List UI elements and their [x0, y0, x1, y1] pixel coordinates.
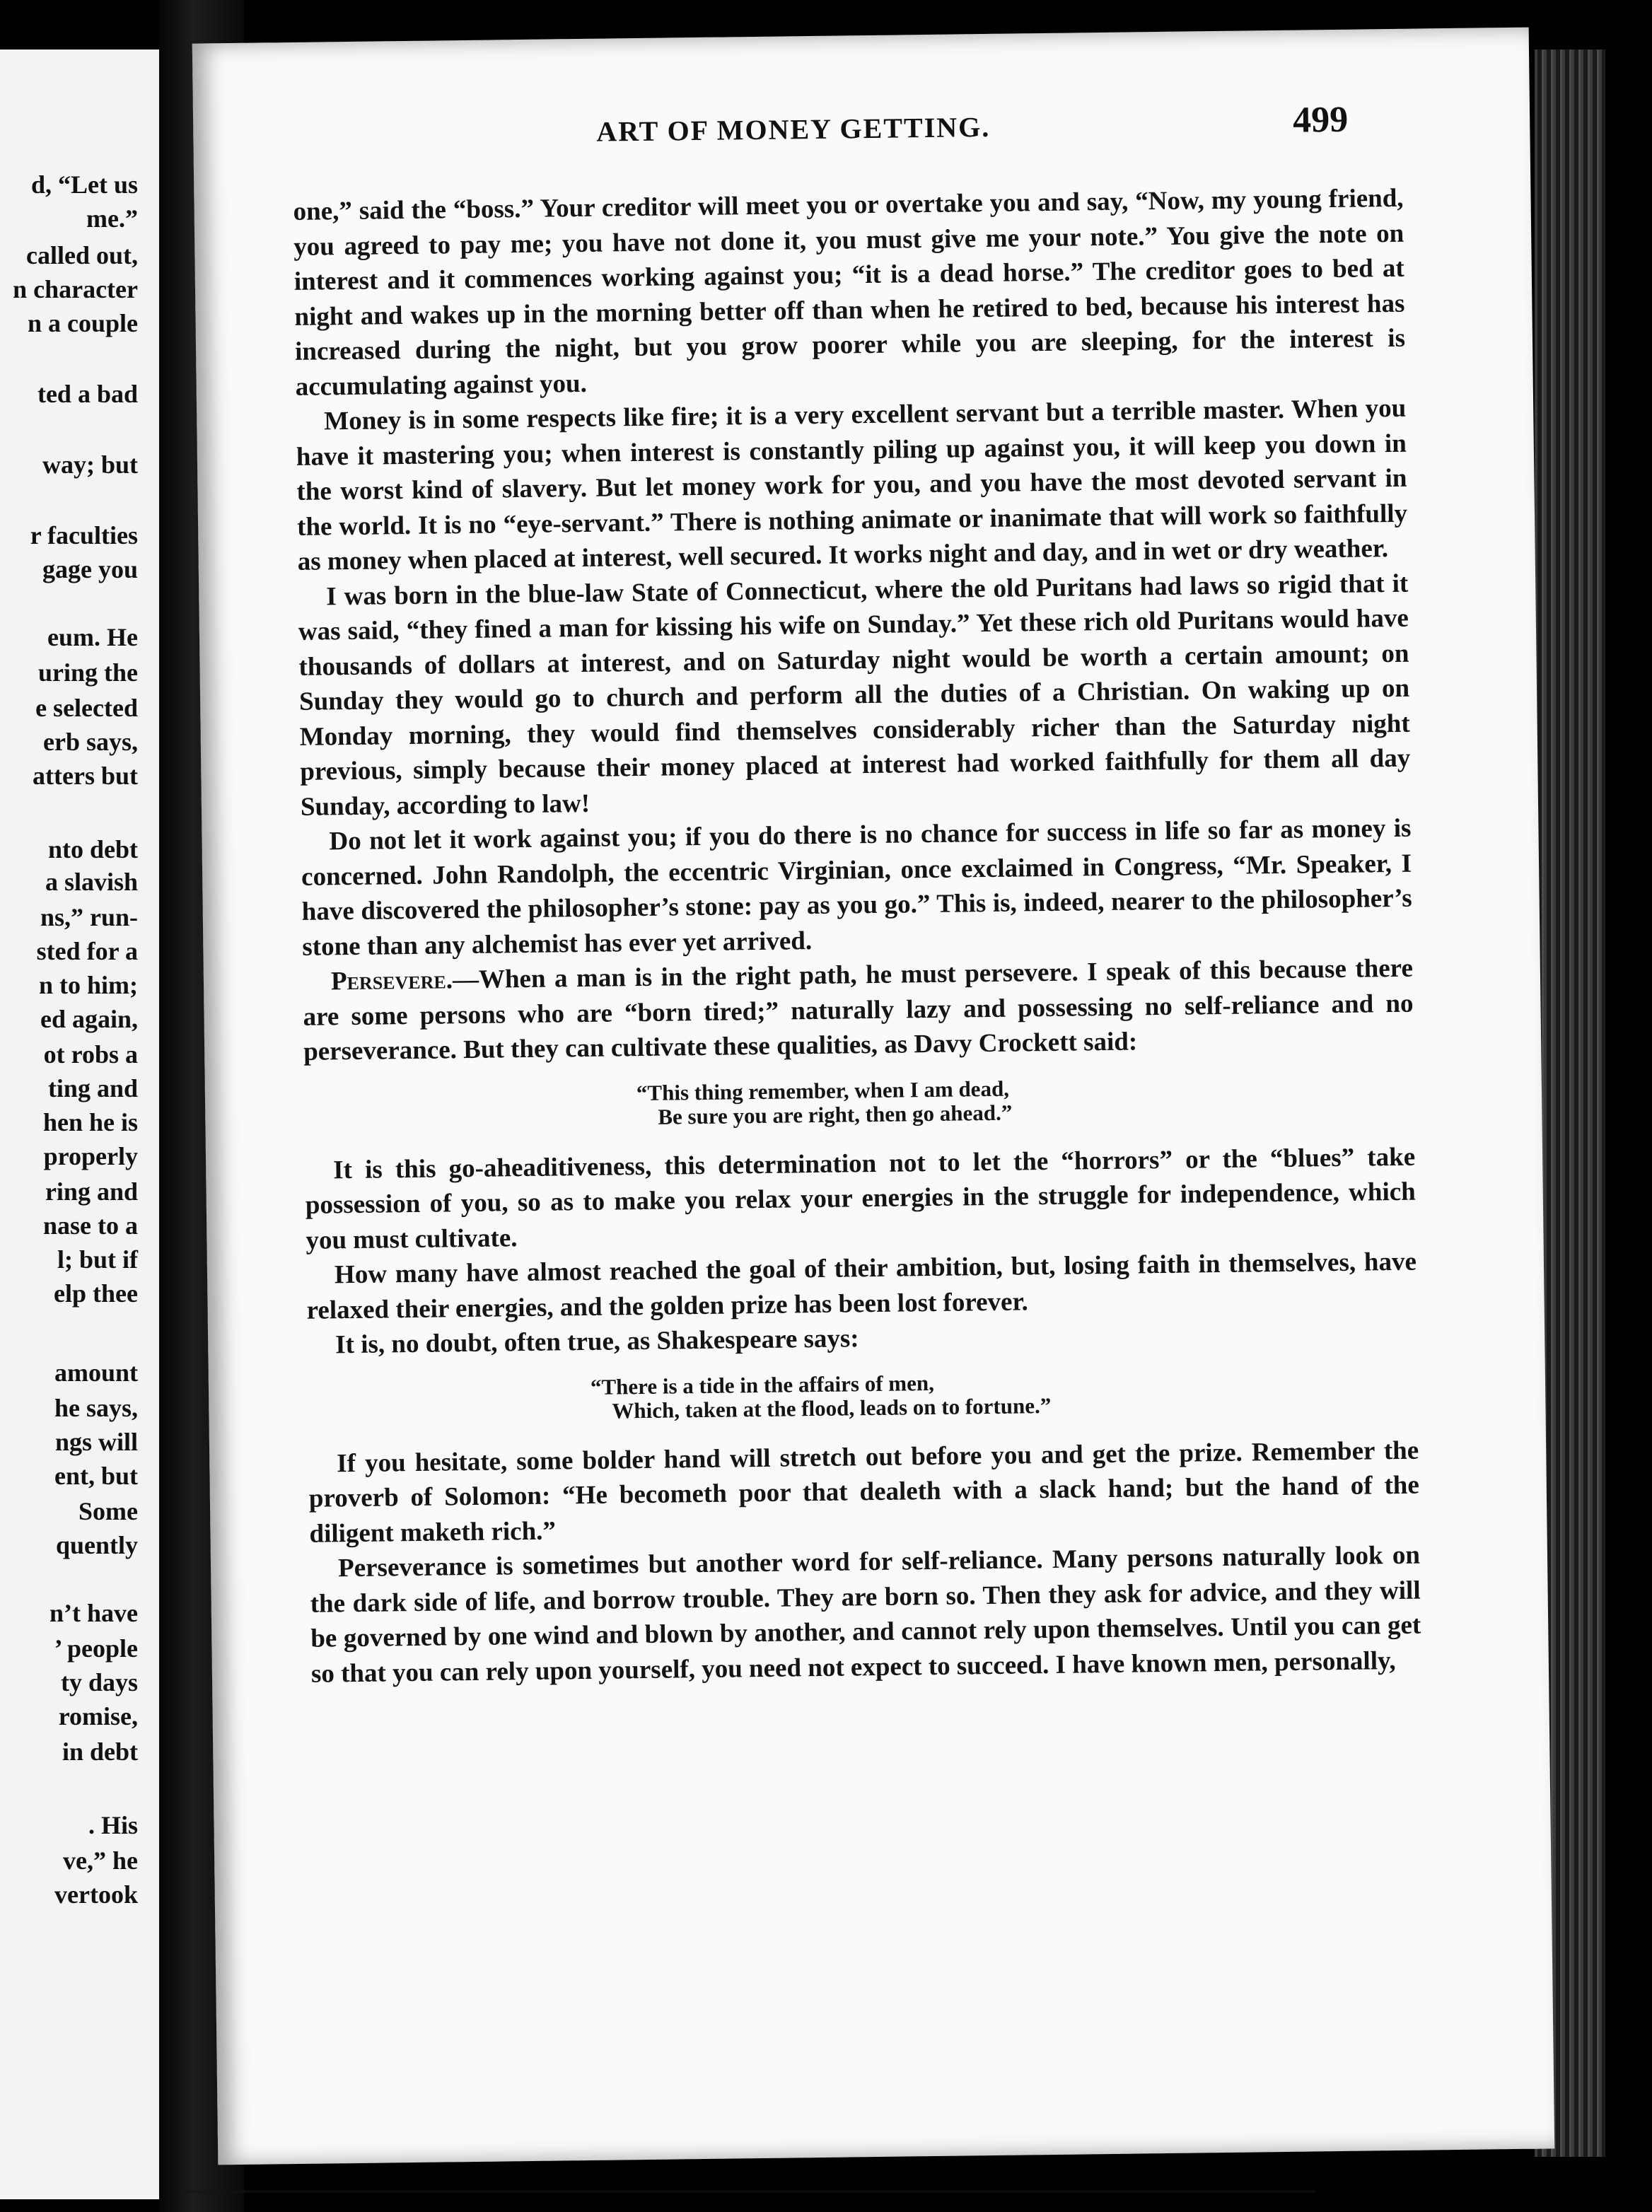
- facing-page-line: ring and: [45, 1177, 138, 1206]
- facing-page-line: amount: [54, 1358, 138, 1387]
- facing-page-line: n character: [13, 275, 138, 303]
- facing-page-line: ngs will: [54, 1428, 138, 1456]
- facing-page-line: ent, but: [54, 1462, 138, 1490]
- facing-page-line: ted a bad: [37, 380, 138, 408]
- facing-page-line: n’t have: [50, 1599, 138, 1627]
- facing-page-line: vertook: [54, 1880, 138, 1909]
- paragraph: If you hesitate, some bolder hand will stretch out before you and get the prize. Remember the proverb of Solomon: “He becometh poor that dealeth with a slack hand; but the hand of the diligent maketh rich.”: [308, 1436, 1420, 1549]
- scan-scratch-line: [184, 2190, 1315, 2193]
- verse-line: “This thing remember, when I am dead,: [636, 1076, 1010, 1105]
- facing-page-line: l; but if: [57, 1245, 138, 1274]
- paragraph: Money is in some respects like fire; it is a very excellent servant but a terrible master. When you have it mastering you; when interest is constantly piling up against you, it will keep you down in the worst kind of slavery. But let money work for you, and you have the most devoted servant in the world. It is no “eye-servant.” There is nothing animate or inanimate that will work so faithfully as money when placed at interest, well secured. It works night and day, and in wet or dry weather.: [296, 393, 1408, 576]
- facing-page-line: me.”: [86, 204, 138, 233]
- facing-page-line: erb says,: [43, 728, 138, 756]
- facing-page-line: quently: [55, 1531, 138, 1559]
- facing-page-line: ve,” he: [63, 1846, 138, 1875]
- verse-line: Which, taken at the flood, leads on to fortune.”: [612, 1392, 1052, 1424]
- paragraph: It is, no doubt, often true, as Shakespeare says:: [335, 1324, 859, 1360]
- quoted-verse: [304, 1071, 1415, 1133]
- facing-page-line: he says,: [54, 1394, 138, 1422]
- verse-line: Be sure you are right, then go ahead.”: [658, 1100, 1013, 1129]
- book-page: [192, 28, 1555, 2165]
- facing-page-line: n to him;: [38, 971, 138, 999]
- facing-page-line: ns,” run-: [40, 903, 138, 931]
- paragraph-persevere: [303, 951, 1414, 1070]
- facing-page-line: uring the: [37, 658, 138, 687]
- facing-page-line: eum. He: [47, 623, 138, 651]
- page-number: 499: [1292, 99, 1349, 141]
- facing-page-line: way; but: [42, 450, 138, 479]
- facing-page-line: hen he is: [42, 1108, 138, 1136]
- facing-page-line: elp thee: [54, 1279, 138, 1308]
- facing-page-line: d, “Let us: [30, 170, 138, 199]
- paragraph: How many have almost reached the goal of their ambition, but, losing faith in themselves, have relaxed their energies, and the golden prize has been lost forever.: [306, 1247, 1417, 1325]
- facing-page-line: a slavish: [45, 868, 138, 896]
- facing-page-line: properly: [43, 1142, 138, 1170]
- facing-page-line: nto debt: [47, 835, 138, 863]
- paragraph: Perseverance is sometimes but another word for self-reliance. Many persons naturally look on the dark side of life, and borrow trouble. They are born so. Then they ask for advice, and they will be governed by one wind and blown by another, and cannot rely upon themselves. Until you can get so that you can rely upon yourself, you need not expect to succeed. I have known men, personally,: [310, 1540, 1421, 1689]
- page-header: [193, 99, 1530, 163]
- paragraph-text: —When a man is in the right path, he must persevere. I speak of this because there are some persons who are “born tired;” naturally lazy and possessing no self-reliance and no perseverance. But they can cultivate these qualities, as Davy Crockett said:: [303, 953, 1414, 1066]
- facing-page-line: Some: [78, 1497, 138, 1525]
- facing-page-line: gage you: [42, 555, 138, 583]
- paragraph: Do not let it work against you; if you do there is no chance for success in life so far as money is concerned. John Randolph, the eccentric Virginian, once exclaimed in Congress, “Mr. Speaker, I have discovered the philosopher’s stone: pay as you go.” This is, indeed, nearer to the philosopher’s stone than any alchemist has ever yet arrived.: [301, 813, 1412, 962]
- facing-page-line: nase to a: [43, 1211, 138, 1240]
- facing-page-line: ty days: [60, 1668, 138, 1696]
- facing-page-line: called out,: [26, 241, 138, 269]
- running-title: ART OF MONEY GETTING.: [596, 110, 991, 148]
- facing-page-line: romise,: [58, 1702, 138, 1730]
- facing-page-line: sted for a: [36, 937, 138, 965]
- paragraph: It is this go-aheaditiveness, this determination not to let the “horrors” or the “blues” take possession of you, so as to make you relax your energies in the struggle for independence, which you must cultivate.: [305, 1142, 1416, 1255]
- facing-page-line: r faculties: [30, 521, 138, 549]
- facing-page-line: e selected: [35, 694, 138, 722]
- section-heading: Persevere.: [330, 965, 453, 996]
- page-body: [293, 181, 1421, 1692]
- verse-line: “There is a tide in the affairs of men,: [590, 1370, 935, 1399]
- facing-page-fragment: [0, 50, 163, 2199]
- facing-page-line: n a couple: [27, 309, 138, 337]
- facing-page-line: ed again,: [40, 1005, 138, 1033]
- quoted-verse: [308, 1365, 1419, 1426]
- facing-page-line: atters but: [33, 762, 138, 790]
- facing-page-line: . His: [88, 1811, 138, 1839]
- paragraph: I was born in the blue-law State of Connecticut, where the old Puritans had laws so rigid that it was said, “they fined a man for kissing his wife on Sunday.” Yet these rich old Puritans would have thousands of dollars at interest, and on Saturday night would be worth a certain amount; on Sunday they would go to church and perform all the duties of a Christian. On waking up on Monday morning, they would find themselves considerably richer than the Saturday night previous, simply because their money placed at interest had worked faithfully for them all day Sunday, according to law!: [298, 569, 1411, 822]
- facing-page-line: ot robs a: [43, 1040, 138, 1069]
- facing-page-line: ’ people: [54, 1634, 138, 1663]
- facing-page-line: in debt: [62, 1737, 138, 1766]
- facing-page-line: ting and: [47, 1074, 138, 1102]
- paragraph: one,” said the “boss.” Your creditor will meet you or overtake you and say, “Now, my young friend, you agreed to pay me; you have not done it, you must give me your note.” You give the note on interest and it commences working against you; “it is a dead horse.” The creditor goes to bed at night and wakes up in the morning better off than when he retired to bed, because his interest has increased during the night, but you grow poorer while you are sleeping, for the interest is accumulating against you.: [293, 183, 1406, 402]
